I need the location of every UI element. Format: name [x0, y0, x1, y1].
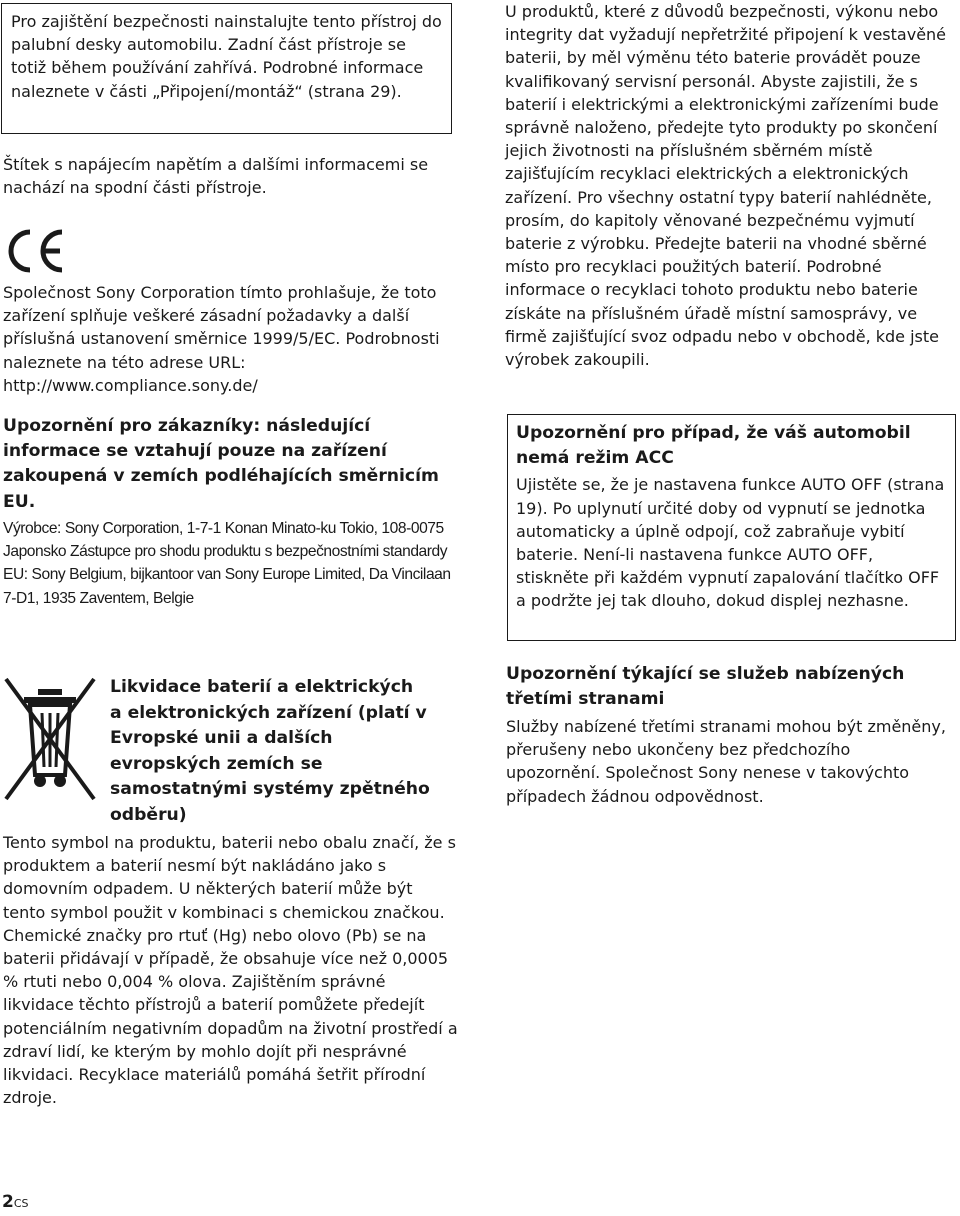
eu-customers-heading: Upozornění pro zákazníky: následující informace se vztahují pouze na zařízení zakoupená v zemích podléhajících směrnicím EU.	[3, 416, 439, 512]
conformity-declaration: Společnost Sony Corporation tímto prohlašuje, že toto zařízení splňuje veškeré zásadní požadavky a další příslušná ustanovení směrnice 1999/5/EC. Podrobnosti naleznete na této adrese URL: http://www.compliance.sony.de/	[3, 283, 440, 395]
page-number: 2CS	[2, 1192, 29, 1212]
ce-mark-icon	[2, 226, 72, 276]
install-notice-text: Pro zajištění bezpečnosti nainstalujte tento přístroj do palubní desky automobilu. Zadní část přístroje se totiž během používání zahřívá. Podrobné informace naleznete v části „Připojení/montáž“ (strana 29).	[11, 12, 442, 101]
disposal-heading: Likvidace baterií a elektrických a elektronických zařízení (platí v Evropské unii a dalších evropských zemích se samostatnými systémy zpětného odběru)	[110, 677, 430, 825]
label-note: Štítek s napájecím napětím a dalšími informacemi se nachází na spodní části přístroje.	[3, 155, 429, 198]
crossed-bin-icon	[2, 675, 98, 805]
third-party-heading: Upozornění týkající se služeb nabízených třetími stranami	[506, 664, 905, 710]
acc-text: Ujistěte se, že je nastavena funkce AUTO OFF (strana 19). Po uplynutí určité doby od vypnutí se jednotka automaticky a úplně odpojí, což zabraňuje vybití baterie. Není-li nastavena funkce AUTO OFF, stiskněte při každém vypnutí zapalování tlačítko OFF a podržte jej tak dlouho, dokud displej nezhasne.	[516, 475, 945, 611]
install-notice-box	[1, 3, 452, 134]
disposal-text: Tento symbol na produktu, baterii nebo obalu značí, že s produktem a baterií nesmí být nakládáno jako s domovním odpadem. U některých baterií může být tento symbol použit v kombinaci s chemickou značkou. Chemické značky pro rtuť (Hg) nebo olovo (Pb) se na baterii přidávají v případě, že obsahuje více než 0,0005 % rtuti nebo 0,004 % olova. Zajištěním správné likvidace těchto přístrojů a baterií pomůžete předejít potenciálním negativním dopadům na životní prostředí a zdraví lidí, ke kterým by mohlo dojít při nesprávné likvidaci. Recyklace materiálů pomáhá šetřit přírodní zdroje.	[3, 833, 458, 1108]
third-party-text: Služby nabízené třetími stranami mohou být změněny, přerušeny nebo ukončeny bez předchozího upozornění. Společnost Sony nenese v takovýchto případech žádnou odpovědnost.	[506, 717, 946, 806]
acc-notice-box	[507, 414, 956, 641]
manufacturer-info: Výrobce: Sony Corporation, 1-7-1 Konan Minato-ku Tokio, 108-0075 Japonsko Zástupce pro shodu produktu s bezpečnostními standardy EU: Sony Belgium, bijkantoor van Sony Europe Limited, Da Vincilaan 7-D1, 1935 Zaventem, Belgie	[3, 520, 451, 607]
battery-replacement-text: U produktů, které z důvodů bezpečnosti, výkonu nebo integrity dat vyžadují nepřetržité připojení k vestavěné baterii, by měl výměnu této baterie provádět pouze kvalifikovaný servisní personál. Abyste zajistili, že s baterií i elektrickými a elektronickými zařízeními bude správně naloženo, předejte tyto produkty po skončení jejich životnosti na příslušném sběrném místě zajišťujícím recyklaci elektrických a elektronických zařízení. Pro všechny ostatní typy baterií nahlédněte, prosím, do kapitoly věnované bezpečnému vyjmutí baterie z výrobku. Předejte baterii na vhodné sběrné místo pro recyklaci použitých baterií. Podrobné informace o recyklaci tohoto produktu nebo baterie získáte na příslušném úřadě místní samosprávy, ve firmě zajišťující svoz odpadu nebo v obchodě, kde jste výrobek zakoupili.	[505, 2, 947, 370]
acc-heading: Upozornění pro případ, že váš automobil nemá režim ACC	[516, 423, 911, 469]
